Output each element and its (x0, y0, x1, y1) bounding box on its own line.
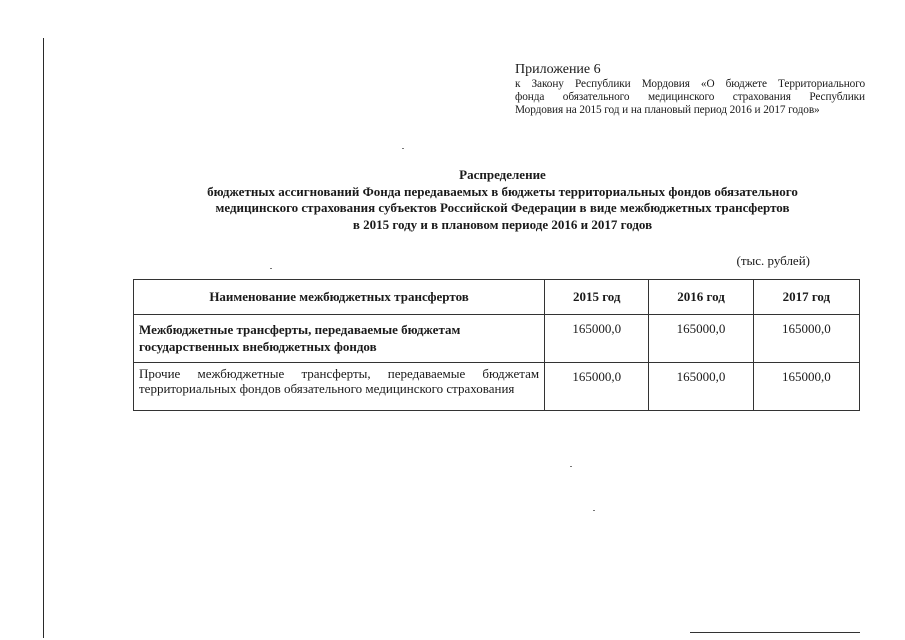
row-name-cell: Межбюджетные трансферты, передаваемые бюджетам государственных внебюджетных фондов (134, 315, 545, 363)
document-title (150, 167, 855, 233)
appendix-reference-line: фонда обязательного медицинского страхования Республики (515, 91, 865, 103)
appendix-reference-line: к Закону Республики Мордовия «О бюджете Территориального (515, 78, 865, 90)
header-cell-name: Наименование межбюджетных трансфертов (134, 280, 545, 315)
value-cell-2017: 165000,0 (753, 315, 859, 363)
row-name-cell: Прочие межбюджетные трансферты, передаваемые бюджетам территориальных фондов обязательного медицинского страхования (134, 363, 545, 411)
title-line: Распределение (459, 167, 546, 182)
units-label: (тыс. рублей) (736, 253, 810, 268)
appendix-header (515, 62, 865, 117)
appendix-number: Приложение 6 (515, 62, 601, 77)
transfers-table (133, 279, 860, 411)
value-cell-2016: 165000,0 (649, 315, 753, 363)
title-line: в 2015 году и в плановом периоде 2016 и 2017 годов (352, 216, 653, 232)
title-line: медицинского страхования субъектов Российской Федерации в виде межбюджетных трансфертов (215, 200, 790, 215)
value-cell-2015: 165000,0 (545, 315, 649, 363)
scan-left-edge-line (43, 38, 44, 638)
table-row (134, 315, 860, 363)
title-line: бюджетных ассигнований Фонда передаваемых в бюджеты территориальных фондов обязательного (207, 183, 798, 199)
header-cell-2016: 2016 год (649, 280, 753, 315)
scan-speck (570, 466, 572, 467)
scan-bottom-line (690, 632, 860, 633)
scan-speck (402, 148, 404, 149)
header-cell-2017: 2017 год (753, 280, 859, 315)
value-cell-2015: 165000,0 (545, 363, 649, 411)
scan-speck (270, 268, 272, 269)
scan-speck (593, 510, 595, 511)
value-cell-2016: 165000,0 (649, 363, 753, 411)
value-cell-2017: 165000,0 (753, 363, 859, 411)
table-row (134, 363, 860, 411)
header-cell-2015: 2015 год (545, 280, 649, 315)
appendix-reference-line: Мордовия на 2015 год и на плановый период 2016 и 2017 годов» (515, 104, 820, 116)
table-header-row (134, 280, 860, 315)
